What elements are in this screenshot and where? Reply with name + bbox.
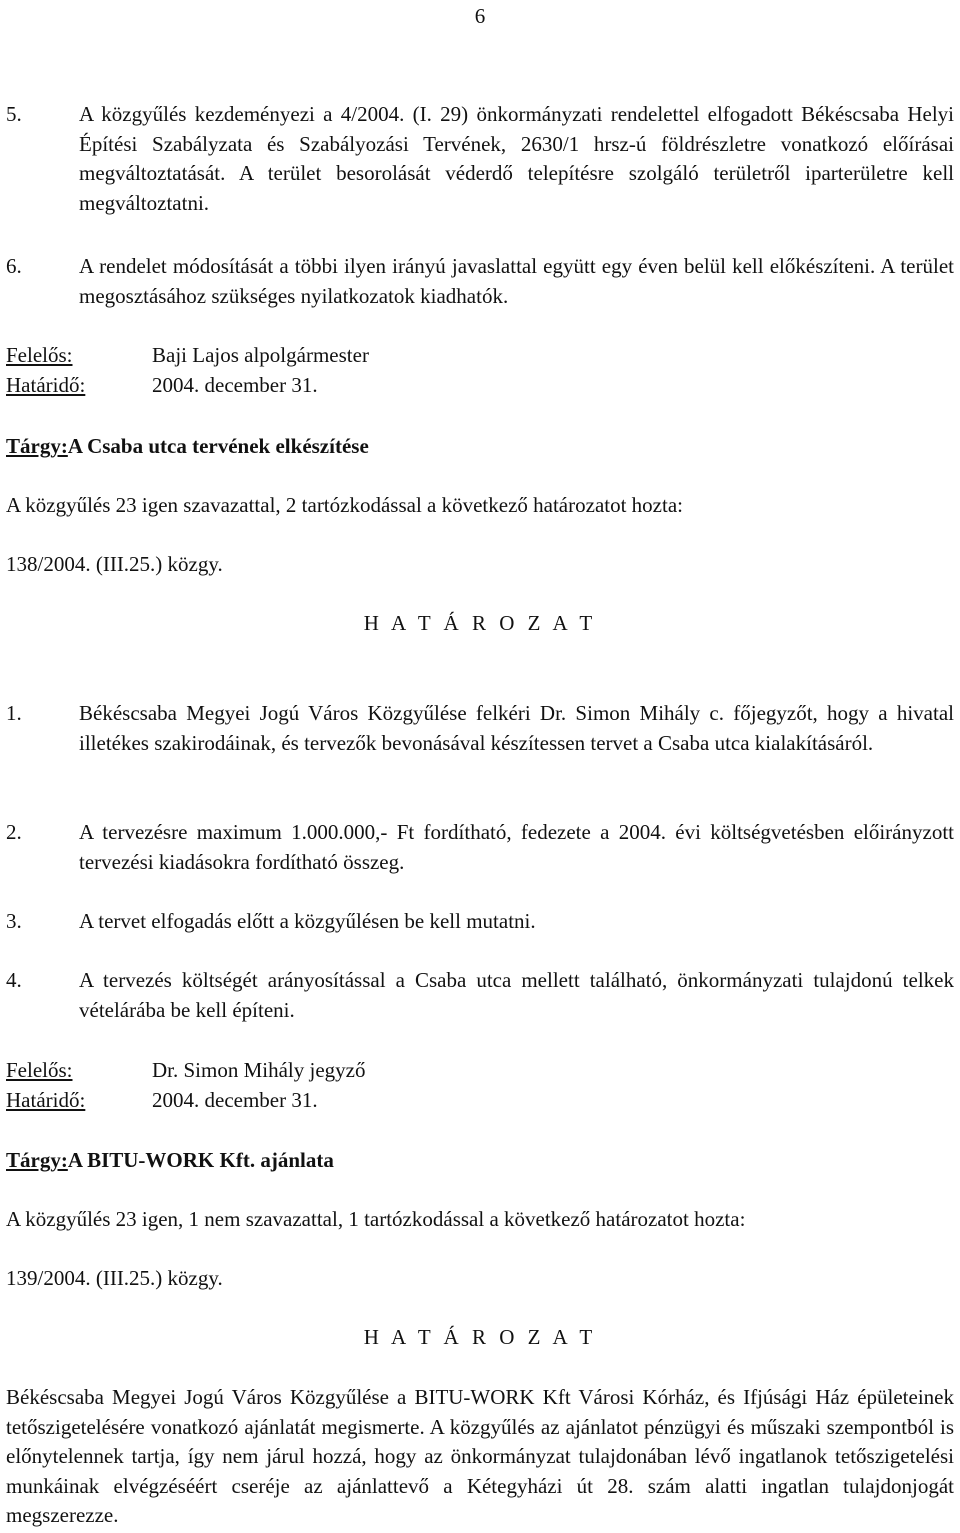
item-text: A tervezésre maximum 1.000.000,- Ft fordítható, fedezete a 2004. évi költségvetésben előirányzott tervezési kiadásokra fordítható összeg. bbox=[79, 820, 954, 874]
list-item-6 bbox=[6, 252, 954, 311]
list-item-3 bbox=[6, 907, 954, 937]
hatarido-label: Határidő: bbox=[6, 373, 86, 397]
item-number: 2. bbox=[6, 820, 22, 844]
resolution-body: Békéscsaba Megyei Jogú Város Közgyűlése a BITU-WORK Kft Városi Kórház, és Ifjúsági Ház épületeinek tetőszigetelésére vonatkozó ajánlatát megismerte. A közgyűlés az ajánlatot pénzügyi és műszaki szempontból is előnytelennek tartja, így nem járul hozzá, hogy az önkormányzat tulajdonában lévő ingatlanok tetőszigetelési munkáinak elvégzéséért cseréje az ajánlattevő a Kétegyházi út 28. szám alatti ingatlan tulajdonjogát megszerezze. bbox=[6, 1385, 954, 1527]
item-text: A rendelet módosítását a többi ilyen irányú javaslattal együtt egy éven belül kell előkészíteni. A terület megosztásához szükséges nyilatkozatok kiadhatók. bbox=[79, 254, 954, 308]
vote-statement: A közgyűlés 23 igen szavazattal, 2 tartózkodással a következő határozatot hozta: bbox=[6, 493, 683, 517]
hatarido-value: 2004. december 31. bbox=[152, 373, 318, 397]
decision-number: 138/2004. (III.25.) közgy. bbox=[6, 552, 223, 576]
felelos-value: Dr. Simon Mihály jegyző bbox=[152, 1058, 366, 1082]
list-item-1 bbox=[6, 699, 954, 758]
list-item-4 bbox=[6, 966, 954, 1025]
resolution-heading: H A T Á R O Z A T bbox=[363, 611, 597, 635]
item-text: Békéscsaba Megyei Jogú Város Közgyűlése felkéri Dr. Simon Mihály c. főjegyzőt, hogy a hivatal illetékes szakirodáinak, és tervezők bevonásával készítessen tervet a Csaba utca kialakításáról. bbox=[79, 701, 954, 755]
resolution-heading: H A T Á R O Z A T bbox=[363, 1325, 597, 1349]
hatarido-value: 2004. december 31. bbox=[152, 1088, 318, 1112]
responsible-row bbox=[6, 341, 954, 371]
felelos-label: Felelős: bbox=[6, 343, 73, 367]
hatarido-label: Határidő: bbox=[6, 1088, 86, 1112]
vote-statement: A közgyűlés 23 igen, 1 nem szavazattal, 1 tartózkodással a következő határozatot hozta: bbox=[6, 1207, 746, 1231]
item-number: 4. bbox=[6, 968, 22, 992]
felelos-value: Baji Lajos alpolgármester bbox=[152, 343, 369, 367]
responsible-row bbox=[6, 1056, 954, 1086]
decision-number: 139/2004. (III.25.) közgy. bbox=[6, 1266, 223, 1290]
subject-heading bbox=[6, 1146, 954, 1176]
item-text: A tervezés költségét arányosítással a Csaba utca mellett található, önkormányzati tulajdonú telkek vételárába be kell építeni. bbox=[79, 968, 954, 1022]
item-number: 6. bbox=[6, 254, 22, 278]
subject-label: Tárgy: bbox=[6, 1148, 68, 1172]
subject-title: A BITU-WORK Kft. ajánlata bbox=[67, 1148, 334, 1172]
felelos-label: Felelős: bbox=[6, 1058, 73, 1082]
list-item-2 bbox=[6, 818, 954, 877]
list-item-5 bbox=[6, 100, 954, 218]
page-number: 6 bbox=[474, 4, 486, 28]
item-number: 1. bbox=[6, 701, 22, 725]
subject-title: A Csaba utca tervének elkészítése bbox=[67, 434, 369, 458]
item-number: 3. bbox=[6, 909, 22, 933]
subject-heading bbox=[6, 432, 954, 462]
item-text: A tervet elfogadás előtt a közgyűlésen be kell mutatni. bbox=[79, 909, 536, 933]
deadline-row bbox=[6, 1086, 954, 1116]
subject-label: Tárgy: bbox=[6, 434, 68, 458]
deadline-row bbox=[6, 371, 954, 401]
item-number: 5. bbox=[6, 102, 22, 126]
item-text: A közgyűlés kezdeményezi a 4/2004. (I. 29) önkormányzati rendelettel elfogadott Békéscsaba Helyi Építési Szabályzata és Szabályozási Tervének, 2630/1 hrsz-ú földrészletre vonatkozó előírásai megváltoztatását. A terület besorolását véderdő telepítésre szolgáló területről iparterületre kell megváltoztatni. bbox=[79, 102, 954, 215]
